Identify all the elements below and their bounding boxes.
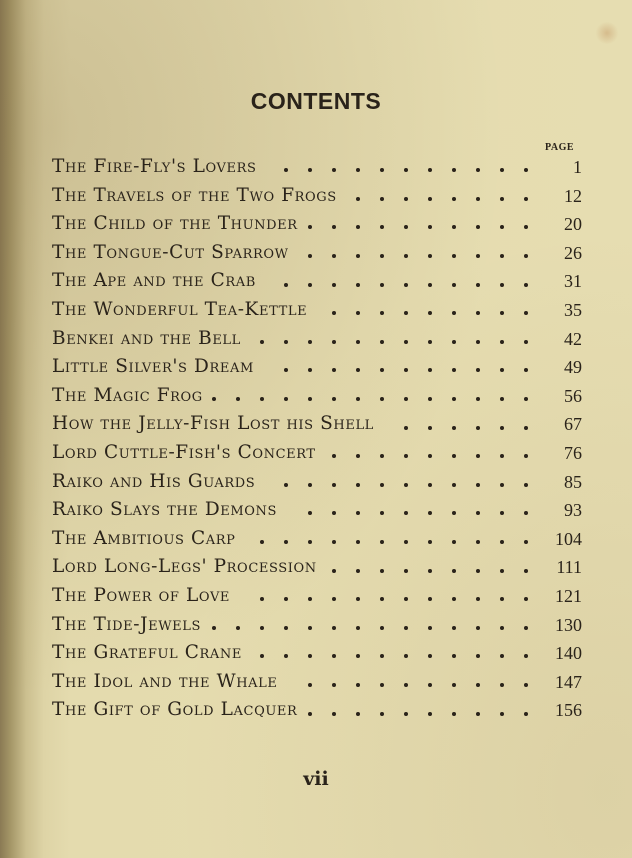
leader-dot	[524, 340, 528, 344]
entry-page-number: 42	[564, 328, 582, 349]
entry-page-number: 35	[564, 299, 582, 320]
entry-title: Lord Long-Legs' Procession	[52, 556, 317, 578]
leader-dot	[428, 454, 432, 458]
leader-dot	[356, 397, 360, 401]
entry-title: The Grateful Crane	[52, 642, 242, 664]
leader-dot	[428, 654, 432, 658]
leader-dot	[308, 511, 312, 515]
leader-dot	[476, 683, 480, 687]
leader-dot	[356, 283, 360, 287]
leader-dot	[452, 483, 456, 487]
leader-dot	[332, 654, 336, 658]
leader-dot	[308, 225, 312, 229]
leader-dot	[404, 168, 408, 172]
leader-dot	[524, 254, 528, 258]
leader-dot	[452, 283, 456, 287]
entry-page-number: 12	[564, 185, 582, 206]
entry-title: Little Silver's Dream	[52, 356, 254, 378]
leader-dot	[404, 340, 408, 344]
entry-page-number: 130	[555, 614, 582, 635]
leader-dot	[284, 654, 288, 658]
leader-dot	[500, 254, 504, 258]
leader-dot	[380, 454, 384, 458]
leader-dot	[380, 483, 384, 487]
dot-leader	[284, 468, 528, 497]
leader-dot	[476, 254, 480, 258]
leader-dot	[380, 683, 384, 687]
leader-dot	[428, 483, 432, 487]
leader-dot	[332, 597, 336, 601]
contents-entry	[52, 611, 582, 640]
leader-dot	[404, 569, 408, 573]
paper-stain	[595, 22, 619, 44]
contents-entry	[52, 525, 582, 554]
leader-dot	[404, 683, 408, 687]
contents-entry	[52, 210, 582, 239]
leader-dot	[428, 540, 432, 544]
leader-dot	[500, 683, 504, 687]
leader-dot	[356, 368, 360, 372]
leader-dot	[524, 569, 528, 573]
contents-entry	[52, 325, 582, 354]
leader-dot	[332, 569, 336, 573]
leader-dot	[476, 654, 480, 658]
leader-dot	[284, 626, 288, 630]
leader-dot	[452, 454, 456, 458]
entry-title: Raiko Slays the Demons	[52, 499, 278, 521]
leader-dot	[284, 397, 288, 401]
leader-dot	[260, 654, 264, 658]
entry-title: How the Jelly-Fish Lost his Shell	[52, 413, 374, 435]
contents-list	[52, 153, 582, 725]
leader-dot	[260, 397, 264, 401]
leader-dot	[428, 683, 432, 687]
leader-dot	[356, 540, 360, 544]
page-number-folio: vii	[303, 768, 329, 790]
dot-leader	[260, 582, 528, 611]
leader-dot	[524, 426, 528, 430]
leader-dot	[356, 197, 360, 201]
leader-dot	[428, 168, 432, 172]
dot-leader	[284, 267, 528, 296]
leader-dot	[332, 540, 336, 544]
leader-dot	[500, 654, 504, 658]
leader-dot	[524, 511, 528, 515]
entry-title: Raiko and His Guards	[52, 470, 256, 492]
leader-dot	[452, 540, 456, 544]
leader-dot	[404, 283, 408, 287]
leader-dot	[308, 540, 312, 544]
leader-dot	[356, 254, 360, 258]
leader-dot	[332, 340, 336, 344]
leader-dot	[404, 654, 408, 658]
leader-dot	[380, 340, 384, 344]
entry-page-number: 156	[555, 700, 582, 721]
leader-dot	[476, 712, 480, 716]
entry-title: The Wonderful Tea-Kettle	[52, 298, 308, 320]
entry-title: The Gift of Gold Lacquer	[52, 699, 298, 721]
leader-dot	[380, 197, 384, 201]
leader-dot	[524, 483, 528, 487]
leader-dot	[380, 397, 384, 401]
leader-dot	[380, 168, 384, 172]
dot-leader	[332, 553, 528, 582]
contents-entry	[52, 668, 582, 697]
leader-dot	[452, 569, 456, 573]
leader-dot	[212, 626, 216, 630]
leader-dot	[476, 569, 480, 573]
leader-dot	[284, 283, 288, 287]
leader-dot	[476, 426, 480, 430]
entry-title: The Power of Love	[52, 584, 231, 606]
leader-dot	[500, 168, 504, 172]
leader-dot	[284, 368, 288, 372]
leader-dot	[212, 397, 216, 401]
leader-dot	[500, 397, 504, 401]
entry-title: The Tongue-Cut Sparrow	[52, 241, 289, 263]
contents-entry	[52, 582, 582, 611]
leader-dot	[356, 569, 360, 573]
leader-dot	[284, 597, 288, 601]
leader-dot	[500, 712, 504, 716]
leader-dot	[404, 397, 408, 401]
entry-title: The Child of the Thunder	[52, 213, 298, 235]
leader-dot	[524, 683, 528, 687]
leader-dot	[500, 483, 504, 487]
leader-dot	[476, 197, 480, 201]
contents-entry	[52, 382, 582, 411]
entry-title: The Ape and the Crab	[52, 270, 256, 292]
entry-page-number: 140	[555, 643, 582, 664]
leader-dot	[500, 197, 504, 201]
leader-dot	[308, 654, 312, 658]
leader-dot	[476, 225, 480, 229]
contents-entry	[52, 639, 582, 668]
dot-leader	[308, 696, 528, 725]
entry-page-number: 67	[564, 414, 582, 435]
dot-leader	[212, 382, 528, 411]
leader-dot	[308, 683, 312, 687]
leader-dot	[452, 712, 456, 716]
leader-dot	[500, 597, 504, 601]
leader-dot	[428, 597, 432, 601]
leader-dot	[332, 397, 336, 401]
dot-leader	[404, 410, 528, 439]
dot-leader	[308, 668, 528, 697]
leader-dot	[332, 368, 336, 372]
leader-dot	[308, 483, 312, 487]
leader-dot	[500, 540, 504, 544]
entry-title: The Ambitious Carp	[52, 527, 236, 549]
leader-dot	[404, 626, 408, 630]
leader-dot	[452, 626, 456, 630]
leader-dot	[404, 225, 408, 229]
entry-page-number: 76	[564, 442, 582, 463]
entry-title: Lord Cuttle-Fish's Concert	[52, 441, 316, 463]
leader-dot	[236, 397, 240, 401]
leader-dot	[356, 511, 360, 515]
leader-dot	[524, 626, 528, 630]
leader-dot	[308, 597, 312, 601]
leader-dot	[428, 254, 432, 258]
dot-leader	[212, 611, 528, 640]
leader-dot	[428, 225, 432, 229]
leader-dot	[356, 597, 360, 601]
leader-dot	[452, 254, 456, 258]
leader-dot	[332, 712, 336, 716]
entry-page-number: 111	[556, 557, 582, 578]
leader-dot	[476, 626, 480, 630]
leader-dot	[308, 168, 312, 172]
dot-leader	[308, 239, 528, 268]
leader-dot	[356, 168, 360, 172]
dot-leader	[284, 353, 528, 382]
leader-dot	[476, 311, 480, 315]
leader-dot	[452, 311, 456, 315]
leader-dot	[428, 340, 432, 344]
entry-page-number: 121	[555, 585, 582, 606]
leader-dot	[332, 254, 336, 258]
leader-dot	[524, 654, 528, 658]
leader-dot	[452, 511, 456, 515]
leader-dot	[404, 712, 408, 716]
leader-dot	[452, 654, 456, 658]
leader-dot	[308, 368, 312, 372]
entry-page-number: 26	[564, 242, 582, 263]
leader-dot	[356, 626, 360, 630]
leader-dot	[380, 283, 384, 287]
contents-entry	[52, 410, 582, 439]
leader-dot	[404, 483, 408, 487]
leader-dot	[356, 454, 360, 458]
contents-entry	[52, 553, 582, 582]
leader-dot	[500, 368, 504, 372]
leader-dot	[428, 368, 432, 372]
leader-dot	[356, 654, 360, 658]
leader-dot	[428, 283, 432, 287]
leader-dot	[452, 340, 456, 344]
leader-dot	[380, 569, 384, 573]
leader-dot	[332, 168, 336, 172]
entry-page-number: 93	[564, 500, 582, 521]
leader-dot	[452, 168, 456, 172]
leader-dot	[452, 397, 456, 401]
contents-entry	[52, 182, 582, 211]
leader-dot	[404, 311, 408, 315]
leader-dot	[236, 626, 240, 630]
leader-dot	[476, 454, 480, 458]
leader-dot	[404, 540, 408, 544]
leader-dot	[284, 168, 288, 172]
leader-dot	[524, 712, 528, 716]
leader-dot	[356, 683, 360, 687]
leader-dot	[476, 283, 480, 287]
leader-dot	[380, 254, 384, 258]
leader-dot	[452, 197, 456, 201]
leader-dot	[500, 311, 504, 315]
leader-dot	[356, 483, 360, 487]
leader-dot	[308, 712, 312, 716]
leader-dot	[500, 511, 504, 515]
leader-dot	[452, 368, 456, 372]
contents-entry	[52, 239, 582, 268]
leader-dot	[428, 569, 432, 573]
leader-dot	[524, 540, 528, 544]
entry-page-number: 1	[573, 157, 582, 177]
leader-dot	[380, 225, 384, 229]
leader-dot	[476, 368, 480, 372]
leader-dot	[524, 225, 528, 229]
leader-dot	[500, 454, 504, 458]
leader-dot	[500, 626, 504, 630]
leader-dot	[452, 683, 456, 687]
leader-dot	[332, 454, 336, 458]
leader-dot	[524, 311, 528, 315]
entry-title: Benkei and the Bell	[52, 327, 241, 349]
leader-dot	[524, 368, 528, 372]
leader-dot	[308, 626, 312, 630]
page-column-label: PAGE	[545, 142, 575, 153]
leader-dot	[284, 540, 288, 544]
contents-entry	[52, 468, 582, 497]
contents-entry	[52, 267, 582, 296]
leader-dot	[356, 340, 360, 344]
leader-dot	[500, 426, 504, 430]
leader-dot	[332, 511, 336, 515]
entry-title: The Idol and the Whale	[52, 670, 278, 692]
leader-dot	[524, 397, 528, 401]
leader-dot	[428, 197, 432, 201]
page-title: CONTENTS	[250, 88, 382, 114]
leader-dot	[260, 540, 264, 544]
leader-dot	[332, 626, 336, 630]
leader-dot	[404, 368, 408, 372]
leader-dot	[284, 483, 288, 487]
leader-dot	[524, 454, 528, 458]
leader-dot	[404, 511, 408, 515]
leader-dot	[428, 626, 432, 630]
dot-leader	[284, 153, 528, 182]
leader-dot	[332, 483, 336, 487]
leader-dot	[428, 426, 432, 430]
leader-dot	[308, 254, 312, 258]
leader-dot	[380, 311, 384, 315]
leader-dot	[308, 340, 312, 344]
entry-page-number: 104	[555, 528, 582, 549]
entry-title: The Travels of the Two Frogs	[52, 184, 337, 206]
leader-dot	[284, 340, 288, 344]
leader-dot	[428, 311, 432, 315]
leader-dot	[332, 283, 336, 287]
leader-dot	[356, 712, 360, 716]
leader-dot	[476, 511, 480, 515]
leader-dot	[380, 368, 384, 372]
leader-dot	[476, 340, 480, 344]
leader-dot	[356, 225, 360, 229]
entry-page-number: 147	[555, 671, 582, 692]
leader-dot	[332, 311, 336, 315]
leader-dot	[500, 225, 504, 229]
leader-dot	[260, 597, 264, 601]
leader-dot	[380, 712, 384, 716]
leader-dot	[476, 397, 480, 401]
entry-page-number: 85	[564, 471, 582, 492]
leader-dot	[404, 454, 408, 458]
leader-dot	[380, 540, 384, 544]
leader-dot	[404, 426, 408, 430]
leader-dot	[500, 340, 504, 344]
leader-dot	[332, 683, 336, 687]
dot-leader	[260, 325, 528, 354]
dot-leader	[356, 182, 528, 211]
dot-leader	[308, 496, 528, 525]
entry-title: The Magic Frog	[52, 384, 203, 406]
leader-dot	[308, 283, 312, 287]
entry-title: The Fire-Fly's Lovers	[52, 156, 257, 177]
dot-leader	[308, 210, 528, 239]
dot-leader	[260, 525, 528, 554]
leader-dot	[404, 597, 408, 601]
leader-dot	[260, 340, 264, 344]
leader-dot	[452, 225, 456, 229]
leader-dot	[452, 426, 456, 430]
dot-leader	[260, 639, 528, 668]
entry-page-number: 49	[564, 357, 582, 378]
leader-dot	[332, 225, 336, 229]
dot-leader	[332, 296, 528, 325]
entry-page-number: 31	[564, 271, 582, 292]
leader-dot	[380, 511, 384, 515]
entry-page-number: 20	[564, 214, 582, 235]
leader-dot	[524, 283, 528, 287]
leader-dot	[356, 311, 360, 315]
leader-dot	[500, 569, 504, 573]
leader-dot	[476, 597, 480, 601]
leader-dot	[476, 540, 480, 544]
entry-page-number: 56	[564, 385, 582, 406]
leader-dot	[476, 483, 480, 487]
leader-dot	[308, 397, 312, 401]
leader-dot	[524, 597, 528, 601]
leader-dot	[404, 197, 408, 201]
dot-leader	[332, 439, 528, 468]
leader-dot	[380, 626, 384, 630]
leader-dot	[524, 197, 528, 201]
contents-entry	[52, 696, 582, 725]
contents-entry	[52, 439, 582, 468]
leader-dot	[428, 712, 432, 716]
contents-entry	[52, 353, 582, 382]
contents-entry	[52, 153, 582, 182]
leader-dot	[380, 597, 384, 601]
entry-title: The Tide-Jewels	[52, 613, 201, 635]
leader-dot	[452, 597, 456, 601]
leader-dot	[260, 626, 264, 630]
leader-dot	[404, 254, 408, 258]
leader-dot	[476, 168, 480, 172]
leader-dot	[500, 283, 504, 287]
leader-dot	[428, 511, 432, 515]
leader-dot	[380, 654, 384, 658]
leader-dot	[428, 397, 432, 401]
leader-dot	[524, 168, 528, 172]
contents-entry	[52, 296, 582, 325]
contents-entry	[52, 496, 582, 525]
